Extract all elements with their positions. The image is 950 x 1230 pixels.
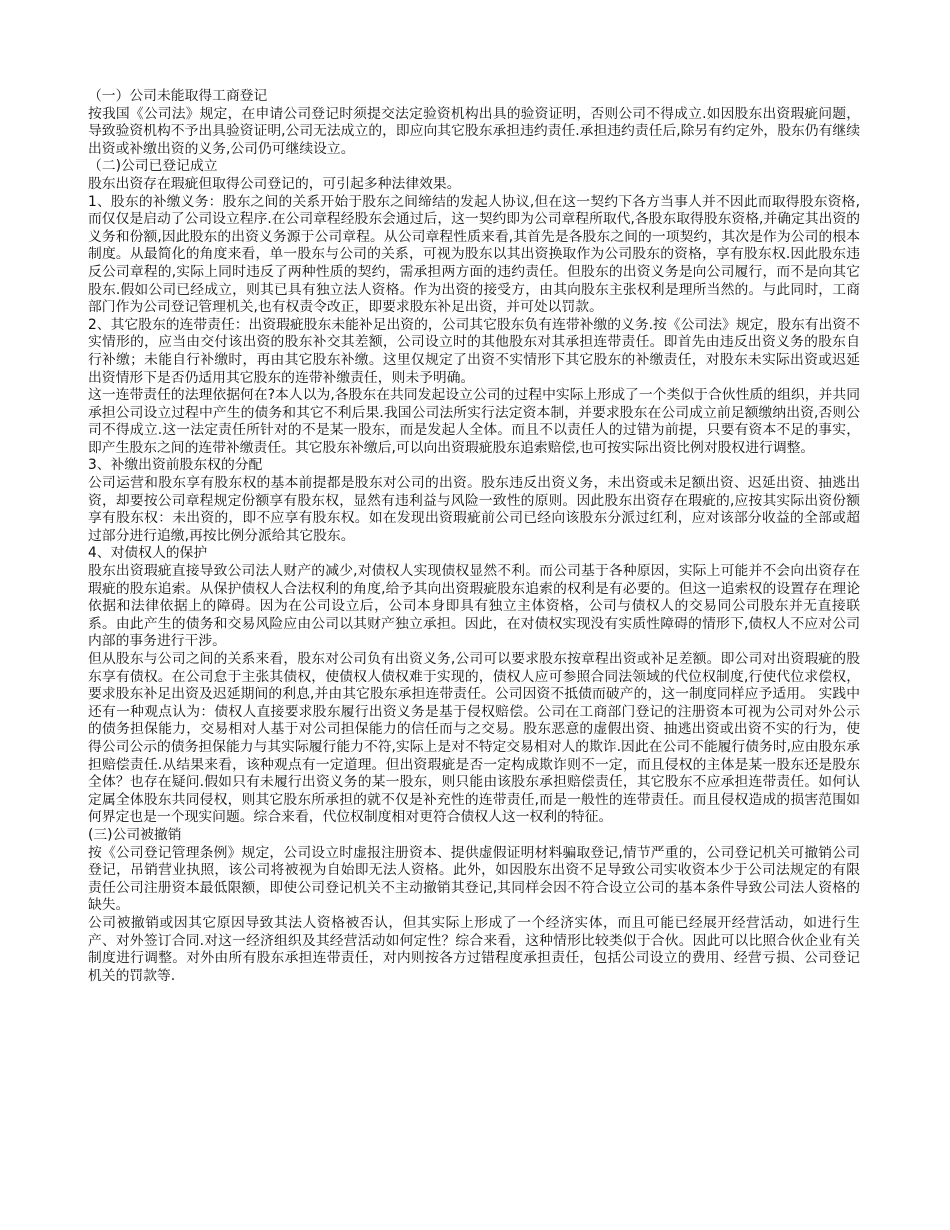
- paragraph: 但从股东与公司之间的关系来看，股东对公司负有出资义务,公司可以要求股东按章程出资或补足差额。即公司对出资瑕疵的股东享有债权。在公司怠于主张其债权，使债权人债权难于实现的，债权人应可参照合同法领域的代位权制度,行使代位求偿权，要求股东补足出资及迟延期间的利息,并由其它股东承担连带责任。公司因资不抵债而破产的，这一制度同样应予适用。 实践中还有一种观点认为：债权人直接要求股东履行出资义务是基于侵权赔偿。公司在工商部门登记的注册资本可视为公司对外公示的债务担保能力，交易相对人基于对公司担保能力的信任而与之交易。股东恶意的虚假出资、抽逃出资或出资不实的行为，使得公司公示的债务担保能力与其实际履行能力不符,实际上是对不特定交易相对人的欺诈.因此在公司不能履行债务时,应由股东承担赔偿责任.从结果来看，该种观点有一定道理。但出资瑕疵是否一定构成欺诈则不一定，而且侵权的主体是某一股东还是股东全体？也存在疑问.假如只有未履行出资义务的某一股东，则只能由该股东承担赔偿责任，其它股东不应承担连带责任。如何认定属全体股东共同侵权，则其它股东所承担的就不仅是补充性的连带责任,而是一般性的连带责任。而且侵权造成的损害范围如何界定也是一个现实问题。综合来看，代位权制度相对更符合债权人这一权利的特征。: [88, 651, 860, 826]
- paragraph: 按《公司登记管理条例》规定，公司设立时虚报注册资本、提供虚假证明材料骗取登记,情节严重的，公司登记机关可撤销公司登记，吊销营业执照，该公司将被视为自始即无法人资格。此外，如因股东出资不足导致公司实收资本少于公司法规定的有限责任公司注册资本最低限额，即使公司登记机关不主动撤销其登记,其同样会因不符合设立公司的基本条件导致公司法人资格的缺失。: [88, 844, 860, 914]
- paragraph: 股东出资瑕疵直接导致公司法人财产的减少,对债权人实现债权显然不利。而公司基于各种原因，实际上可能并不会向出资存在瑕疵的股东追索。从保护债权人合法权利的角度,给予其向出资瑕疵股东追索的权利是有必要的。但这一追索权的设置存在理论依据和法律依据上的障碍。因为在公司设立后，公司本身即具有独立主体资格，公司与债权人的交易同公司股东并无直接联系。由此产生的债务和交易风险应由公司以其财产独立承担。因此，在对债权实现没有实质性障碍的情形下,债权人不应对公司内部的事务进行干涉。: [88, 563, 860, 650]
- paragraph: 这一连带责任的法理依据何在?本人以为,各股东在共同发起设立公司的过程中实际上形成了一个类似于合伙性质的组织，并共同承担公司设立过程中产生的债务和其它不利后果.我国公司法所实行法定资本制，并要求股东在公司成立前足额缴纳出资,否则公司不得成立.这一法定责任所针对的不是某一股东，而是发起人全体。而且不以责任人的过错为前提，只要有资本不足的事实，即产生股东之间的连带补缴责任。其它股东补缴后,可以向出资瑕疵股东追索赔偿,也可按实际出资比例对股权进行调整。: [88, 387, 860, 456]
- document-body: [88, 88, 860, 985]
- paragraph: 股东出资存在瑕疵但取得公司登记的，可引起多种法律效果。: [88, 175, 461, 192]
- paragraph: 1、股东的补缴义务：股东之间的关系开始于股东之间缔结的发起人协议,但在这一契约下各方当事人并不因此而取得股东资格,而仅仅是启动了公司设立程序.在公司章程经股东会通过后，这一契约即为公司章程所取代,各股东取得股东资格,并确定其出资的义务和份额,因此股东的出资义务源于公司章程。从公司章程性质来看,其首先是各股东之间的一项契约，其次是作为公司的根本制度。从最简化的角度来看，单一股东与公司的关系，可视为股东以其出资换取作为公司股东的资格，享有股东权.因此股东违反公司章程的,实际上同时违反了两种性质的契约，需承担两方面的违约责任。但股东的出资义务是向公司履行，而不是向其它股东.假如公司已经成立，则其已具有独立法人资格。作为出资的接受方，由其向股东主张权利是理所当然的。与此同时，工商部门作为公司登记管理机关,也有权责令改正，即要求股东补足出资，并可处以罚款。: [88, 193, 860, 316]
- section-heading-1: （一）公司未能取得工商登记: [88, 88, 268, 104]
- section-heading-2: （二)公司已登记成立: [88, 158, 218, 175]
- paragraph: 按我国《公司法》规定，在申请公司登记时须提交法定验资机构出具的验资证明，否则公司不得成立.如因股东出资瑕疵问题，导致验资机构不予出具验资证明,公司无法成立的，即应向其它股东承担违约责任.承担违约责任后,除另有约定外，股东仍有继续出资或补缴出资的义务,公司仍可继续设立。: [88, 105, 860, 157]
- paragraph: 2、其它股东的连带责任：出资瑕疵股东未能补足出资的，公司其它股东负有连带补缴的义务.按《公司法》规定，股东有出资不实情形的，应当由交付该出资的股东补交其差额，公司设立时的其他股东对其承担连带责任。即首先由违反出资义务的股东自行补缴；未能自行补缴时，再由其它股东补缴。这里仅规定了出资不实情形下其它股东的补缴责任，对股东未实际出资或迟延出资情形下是否仍适用其它股东的连带补缴责任，则未予明确。: [88, 316, 860, 386]
- paragraph: 公司运营和股东享有股东权的基本前提都是股东对公司的出资。股东违反出资义务，未出资或未足额出资、迟延出资、抽逃出资，却要按公司章程规定份额享有股东权，显然有违利益与风险一致性的原则。因此股东出资存在瑕疵的,应按其实际出资份额享有股东权：未出资的，即不应享有股东权。如在发现出资瑕疵前公司已经向该股东分派过红利，应对该部分收益的全部或超过部分进行追缴,再按比例分派给其它股东。: [88, 475, 860, 544]
- subsection-heading: 4、对债权人的保护: [88, 545, 208, 562]
- section-heading-3: (三)公司被撤销: [88, 826, 182, 843]
- subsection-heading: 3、补缴出资前股东权的分配: [88, 457, 263, 474]
- paragraph: 公司被撤销或因其它原因导致其法人资格被否认，但其实际上形成了一个经济实体，而且可能已经展开经营活动，如进行生产、对外签订合同.对这一经济组织及其经营活动如何定性？综合来看，这种情形比较类似于合伙。因此可以比照合伙企业有关制度进行调整。对外由所有股东承担连带责任，对内则按各方过错程度承担责任，包括公司设立的费用、经营亏损、公司登记机关的罚款等.: [88, 914, 860, 984]
